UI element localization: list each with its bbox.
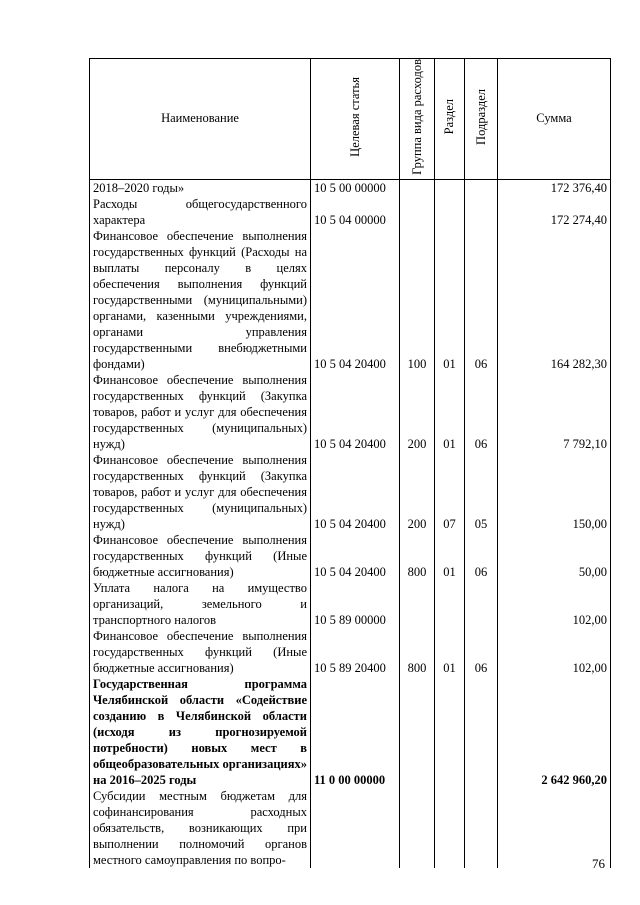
row-section-cell <box>435 196 465 228</box>
table-row <box>90 676 611 788</box>
table-row <box>90 788 611 868</box>
row-code-cell: 10 5 00 00000 <box>311 179 400 196</box>
row-name-cell: Финансовое обеспечение выполнения государственных функций (Закупка товаров, работ и услуг для обеспечения государственных (муниципальных) нужд) <box>90 452 311 532</box>
header-subsection: Подраздел <box>465 59 498 180</box>
row-sum-cell: 172 274,40 <box>498 196 611 228</box>
row-sum-cell: 164 282,30 <box>498 228 611 372</box>
row-subsection-cell <box>465 788 498 868</box>
header-code: Целевая статья <box>311 59 400 180</box>
row-section-cell <box>435 676 465 788</box>
row-sum-cell: 2 642 960,20 <box>498 676 611 788</box>
row-name-cell: Финансовое обеспечение выполнения государственных функций (Иные бюджетные ассигнования) <box>90 532 311 580</box>
row-subsection-cell: 06 <box>465 228 498 372</box>
row-subsection-cell: 05 <box>465 452 498 532</box>
row-group-cell: 200 <box>400 452 435 532</box>
header-section: Раздел <box>435 59 465 180</box>
row-code-cell: 10 5 04 00000 <box>311 196 400 228</box>
table-row <box>90 452 611 532</box>
row-sum-cell: 102,00 <box>498 628 611 676</box>
row-sum-cell: 102,00 <box>498 580 611 628</box>
row-sum-cell: 7 792,10 <box>498 372 611 452</box>
row-sum-cell: 50,00 <box>498 532 611 580</box>
row-subsection-cell <box>465 676 498 788</box>
row-code-cell: 10 5 04 20400 <box>311 452 400 532</box>
row-code-cell <box>311 788 400 868</box>
header-name: Наименование <box>90 59 311 180</box>
table-row <box>90 628 611 676</box>
row-name-cell: Уплата налога на имущество организаций, земельного и транспортного налогов <box>90 580 311 628</box>
row-name-cell: Расходы общегосударственного характера <box>90 196 311 228</box>
table-row <box>90 532 611 580</box>
row-section-cell: 07 <box>435 452 465 532</box>
row-code-cell: 10 5 89 00000 <box>311 580 400 628</box>
row-group-cell: 800 <box>400 628 435 676</box>
row-name-cell: Государственная программа Челябинской области «Содействие созданию в Челябинской области (исходя из прогнозируемой потребности) новых мест в общеобразовательных организациях» на 2016–2025 годы <box>90 676 311 788</box>
row-code-cell: 10 5 89 20400 <box>311 628 400 676</box>
row-sum-cell: 150,00 <box>498 452 611 532</box>
table-row <box>90 196 611 228</box>
table-row <box>90 179 611 196</box>
row-group-cell: 200 <box>400 372 435 452</box>
row-group-cell <box>400 788 435 868</box>
row-group-cell <box>400 580 435 628</box>
header-sum: Сумма <box>498 59 611 180</box>
budget-table <box>89 58 611 868</box>
row-name-cell: Финансовое обеспечение выполнения государственных функций (Иные бюджетные ассигнования) <box>90 628 311 676</box>
row-section-cell <box>435 580 465 628</box>
row-name-cell: Финансовое обеспечение выполнения государственных функций (Расходы на выплаты персоналу в целях обеспечения выполнения функций государственными (муниципальными) органами, казенными учреждениями, органами управления государственными внебюджетными фондами) <box>90 228 311 372</box>
table-row <box>90 372 611 452</box>
row-subsection-cell: 06 <box>465 628 498 676</box>
row-group-cell: 800 <box>400 532 435 580</box>
row-group-cell <box>400 179 435 196</box>
row-subsection-cell: 06 <box>465 532 498 580</box>
row-section-cell: 01 <box>435 628 465 676</box>
table-row <box>90 580 611 628</box>
header-group: Группа вида расходов <box>400 59 435 180</box>
row-section-cell: 01 <box>435 372 465 452</box>
row-group-cell <box>400 196 435 228</box>
row-section-cell: 01 <box>435 228 465 372</box>
row-sum-cell: 172 376,40 <box>498 179 611 196</box>
row-code-cell: 11 0 00 00000 <box>311 676 400 788</box>
row-subsection-cell <box>465 179 498 196</box>
row-code-cell: 10 5 04 20400 <box>311 532 400 580</box>
row-group-cell: 100 <box>400 228 435 372</box>
row-subsection-cell <box>465 196 498 228</box>
row-name-cell: 2018–2020 годы» <box>90 179 311 196</box>
row-subsection-cell: 06 <box>465 372 498 452</box>
row-name-cell: Субсидии местным бюджетам для софинансирования расходных обязательств, возникающих при выполнении полномочий органов местного самоуправления по вопро- <box>90 788 311 868</box>
row-code-cell: 10 5 04 20400 <box>311 372 400 452</box>
row-group-cell <box>400 676 435 788</box>
row-section-cell <box>435 788 465 868</box>
row-section-cell: 01 <box>435 532 465 580</box>
row-subsection-cell <box>465 580 498 628</box>
row-code-cell: 10 5 04 20400 <box>311 228 400 372</box>
page-number: 76 <box>592 856 605 871</box>
table-header-row <box>90 59 611 180</box>
row-name-cell: Финансовое обеспечение выполнения государственных функций (Закупка товаров, работ и услуг для обеспечения государственных (муниципальных) нужд) <box>90 372 311 452</box>
table-row <box>90 228 611 372</box>
row-section-cell <box>435 179 465 196</box>
